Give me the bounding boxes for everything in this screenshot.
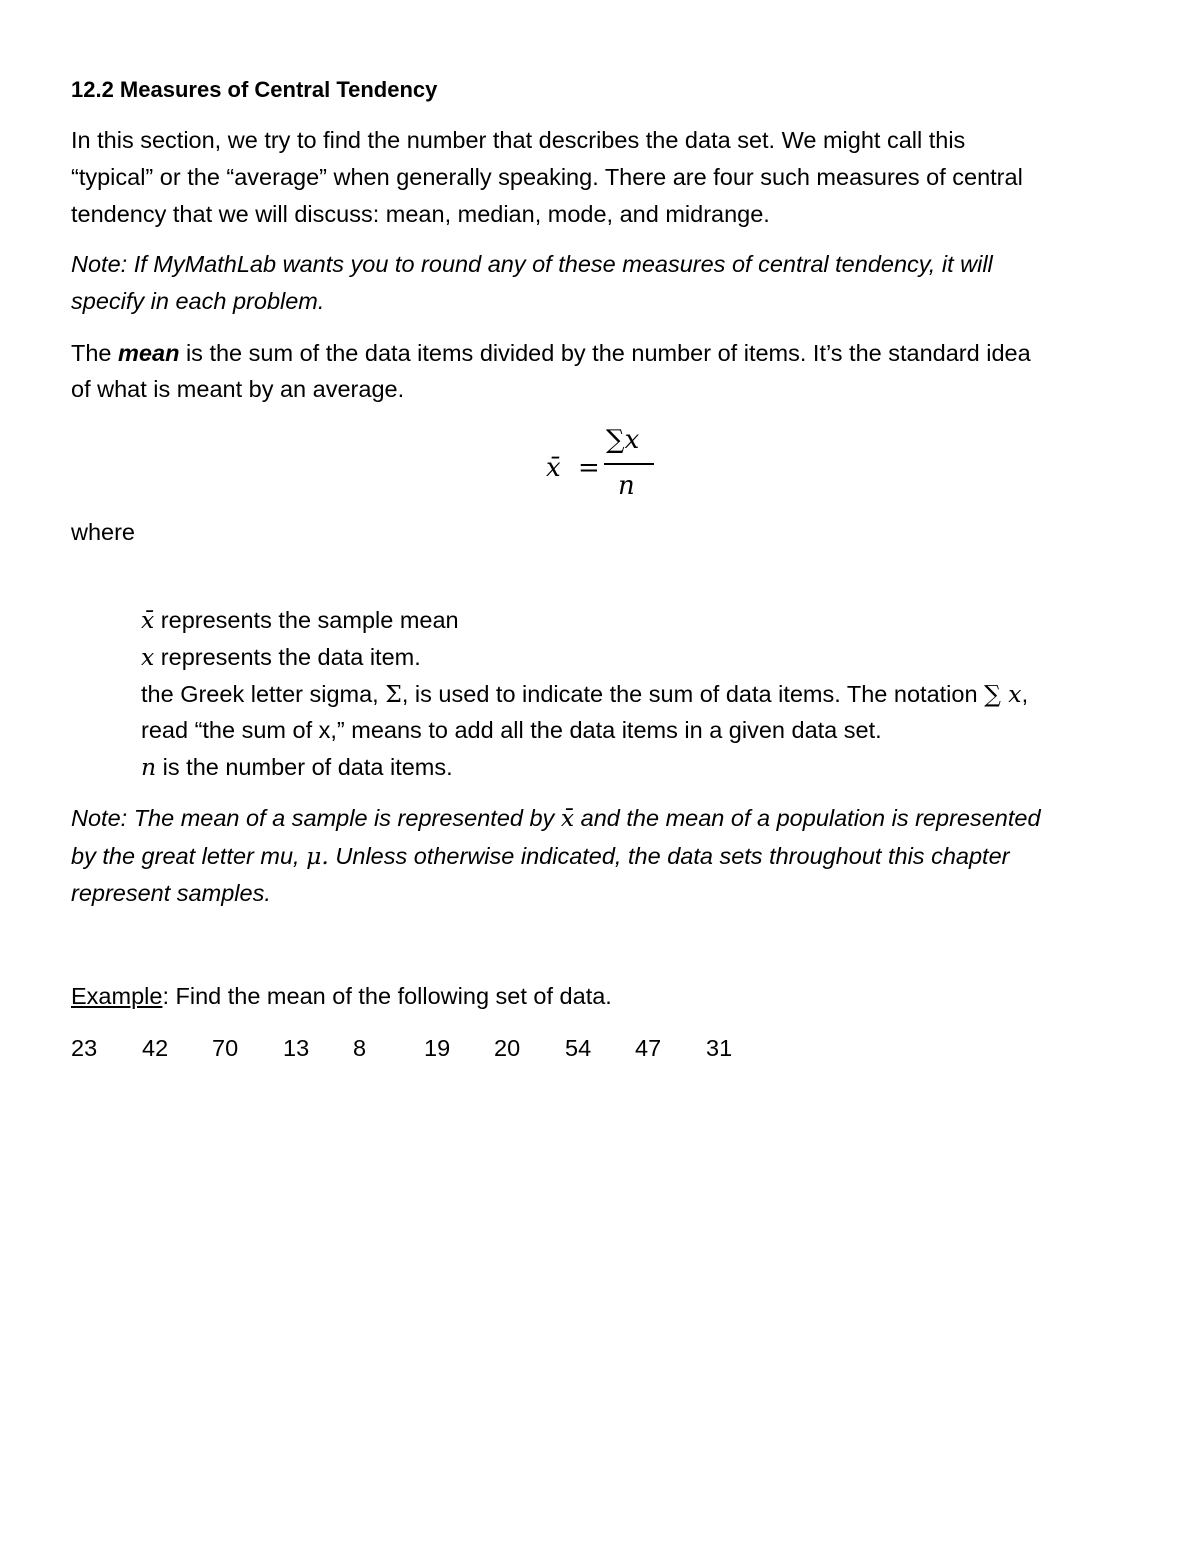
note-sample-line-3: represent samples. — [71, 880, 271, 906]
note-sample-line-2 — [71, 842, 1010, 870]
formula-numerator — [606, 425, 639, 455]
data-value: 70 — [212, 1035, 239, 1061]
note-sample-text-c: by the great letter mu, — [71, 843, 307, 869]
data-value: 31 — [706, 1035, 733, 1061]
definition-n — [141, 753, 453, 781]
intro-line-1: In this section, we try to find the number that describes the data set. We might call this — [71, 127, 966, 153]
example-prompt — [71, 985, 612, 1009]
mean-definition-prefix: The — [71, 340, 119, 366]
example-text: : Find the mean of the following set of data. — [162, 983, 612, 1009]
example-label: Example — [71, 983, 163, 1009]
note-sample-line-1 — [71, 804, 1041, 832]
note-sample-xbar: x̄ — [560, 804, 575, 832]
note-rounding-line-1: Note: If MyMathLab wants you to round any of these measures of central tendency, it will — [71, 251, 993, 277]
definition-sigma-symbol: Σ — [385, 680, 402, 708]
definition-xbar-text: represents the sample mean — [154, 607, 459, 633]
data-value: 42 — [142, 1035, 169, 1061]
definition-sigma-text-a: the Greek letter sigma, — [141, 681, 386, 707]
note-sample-text-b: and the mean of a population is represented — [574, 805, 1041, 831]
mean-definition-line-1 — [71, 342, 1031, 366]
definition-n-text: is the number of data items. — [156, 754, 453, 780]
definition-x-symbol: x — [141, 643, 155, 671]
formula-fraction-bar — [604, 463, 654, 465]
definition-sum-read: read “the sum of x,” means to add all the data items in a given data set. — [141, 717, 882, 743]
definition-sigma-text-c: , — [1021, 681, 1029, 707]
definition-x-text: represents the data item. — [154, 644, 421, 670]
formula-equals: = — [578, 453, 600, 483]
data-value: 20 — [494, 1035, 521, 1061]
formula-sigma: ∑ — [606, 425, 625, 455]
note-sample-mu: μ. — [306, 842, 329, 870]
mean-definition-line-2: of what is meant by an average. — [71, 376, 405, 402]
definition-sum-notation: ∑ x — [984, 680, 1022, 708]
intro-line-3: tendency that we will discuss: mean, median, mode, and midrange. — [71, 201, 770, 227]
data-value: 8 — [353, 1035, 367, 1061]
formula-denominator: n — [618, 471, 635, 501]
definition-n-symbol: n — [141, 753, 157, 781]
section-title: 12.2 Measures of Central Tendency — [71, 77, 438, 102]
note-rounding-line-2: specify in each problem. — [71, 288, 325, 314]
data-value: 13 — [283, 1035, 310, 1061]
data-value: 19 — [424, 1035, 451, 1061]
intro-line-2: “typical” or the “average” when generally speaking. There are four such measures of central — [71, 164, 1023, 190]
note-sample-text-d: Unless otherwise indicated, the data sets throughout this chapter — [328, 843, 1010, 869]
mean-formula — [544, 425, 664, 505]
formula-x: x — [624, 425, 640, 455]
data-value: 23 — [71, 1035, 98, 1061]
definition-sigma-text-b: , is used to indicate the sum of data items. The notation — [401, 681, 985, 707]
mean-definition-rest: is the sum of the data items divided by the number of items. It’s the standard idea — [179, 340, 1031, 366]
where-label: where — [71, 519, 136, 545]
definition-x — [141, 643, 421, 671]
data-value: 54 — [565, 1035, 592, 1061]
definition-xbar — [141, 606, 459, 634]
definition-xbar-symbol: x̄ — [141, 606, 155, 634]
definition-sigma — [141, 680, 1029, 708]
note-sample-text-a: Note: The mean of a sample is represented by — [71, 805, 561, 831]
mean-term: mean — [118, 340, 180, 366]
formula-xbar: x̄ — [546, 453, 561, 483]
data-value: 47 — [635, 1035, 662, 1061]
